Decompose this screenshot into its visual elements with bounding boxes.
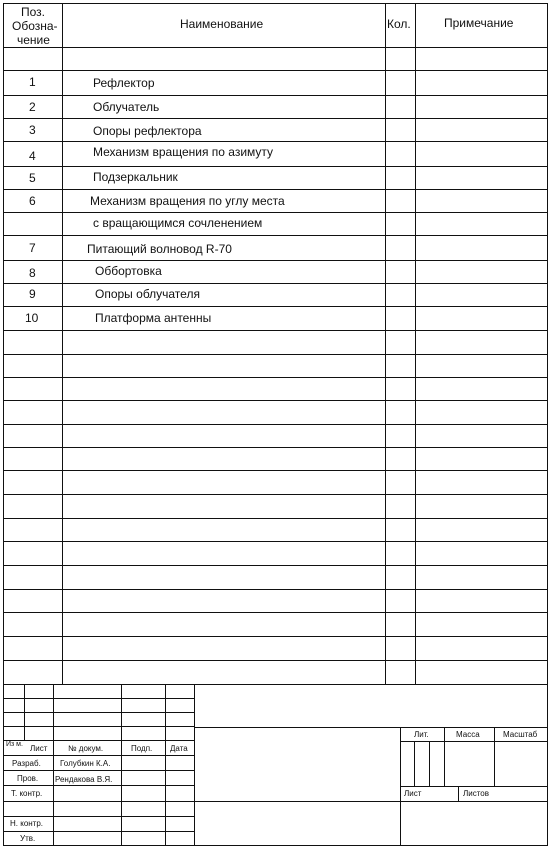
stamp-podp: Подп. xyxy=(131,744,153,753)
stamp-nkontr: Н. контр. xyxy=(10,819,44,828)
row-10-name: Платформа антенны xyxy=(95,311,212,325)
stamp-razrab-name: Голубкин К.А. xyxy=(60,759,111,768)
col-divider-qty xyxy=(415,3,416,684)
row-6-pos: 6 xyxy=(29,194,36,208)
row-10-pos: 10 xyxy=(25,311,39,325)
row-9-pos: 9 xyxy=(29,287,36,301)
stamp-doc: № докум. xyxy=(68,744,104,753)
header-note: Примечание xyxy=(444,16,514,30)
stamp-massa: Масса xyxy=(456,730,480,739)
row-7-pos: 7 xyxy=(29,241,36,255)
row-2-pos: 2 xyxy=(29,100,36,114)
row-9-name: Опоры облучателя xyxy=(95,287,200,301)
stamp-prov-name: Рендакова В.Я. xyxy=(55,775,113,784)
stamp-data: Дата xyxy=(170,744,188,753)
row-5-pos: 5 xyxy=(29,171,36,185)
row-4-pos: 4 xyxy=(29,149,36,163)
header-oboz-1: Обозна- xyxy=(12,19,58,33)
header-name: Наименование xyxy=(180,17,264,31)
stamp-masshtab: Масштаб xyxy=(503,730,538,739)
stamp-utv: Утв. xyxy=(20,834,36,843)
header-bottom-line xyxy=(3,47,548,48)
header-pos: Поз. xyxy=(21,5,45,19)
row-3-pos: 3 xyxy=(29,123,36,137)
row-3-name: Опоры рефлектора xyxy=(93,124,202,138)
row-8-pos: 8 xyxy=(29,266,36,280)
col-divider-pos xyxy=(62,3,63,684)
header-oboz-2: чение xyxy=(17,33,50,47)
stamp-list: Лист xyxy=(30,744,48,753)
header-qty: Кол. xyxy=(387,17,411,31)
stamp-listov: Листов xyxy=(463,789,489,798)
row-6-name: Механизм вращения по углу места xyxy=(90,194,285,208)
row-8-name: Оббортовка xyxy=(95,264,162,278)
row-1-name: Рефлектор xyxy=(93,76,155,90)
row-6b-name: с вращающимся сочленением xyxy=(93,216,263,230)
stamp-lit: Лит. xyxy=(414,730,429,739)
row-1-pos: 1 xyxy=(29,75,36,89)
row-5-name: Подзеркальник xyxy=(93,170,178,184)
stamp-tkontr: Т. контр. xyxy=(11,789,43,798)
stamp-list2: Лист xyxy=(404,789,422,798)
col-divider-name xyxy=(385,3,386,684)
row-2-name: Облучатель xyxy=(93,100,160,114)
stamp-prov: Пров. xyxy=(17,774,39,783)
table-bottom-line xyxy=(3,684,548,685)
stamp-izm: Из м. xyxy=(6,741,23,748)
row-4-name: Механизм вращения по азимуту xyxy=(93,145,274,159)
row-7-name: Питающий волновод R-70 xyxy=(87,242,232,256)
stamp-razrab: Разраб. xyxy=(12,759,41,768)
